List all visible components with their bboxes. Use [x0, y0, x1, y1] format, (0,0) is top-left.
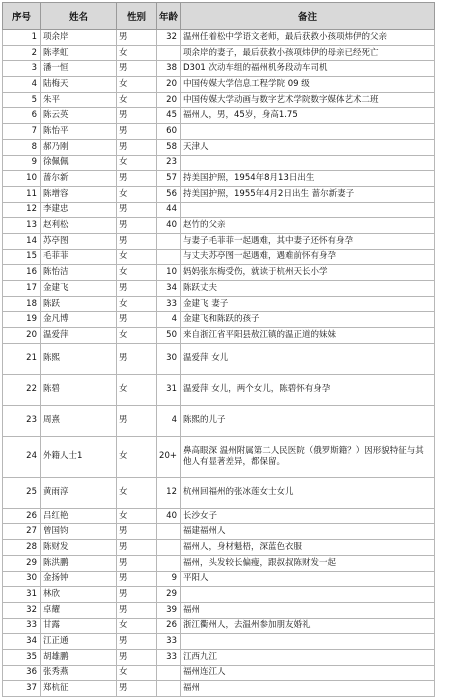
cell-name[interactable]: 黄雨淳 — [41, 477, 117, 508]
cell-index[interactable]: 27 — [3, 524, 41, 540]
cell-age[interactable] — [157, 665, 181, 681]
cell-note[interactable]: D301 次动车组的福州机务段动车司机 — [181, 61, 435, 77]
cell-age[interactable]: 40 — [157, 508, 181, 524]
cell-index[interactable]: 10 — [3, 171, 41, 187]
cell-name[interactable]: 陈怡洁 — [41, 265, 117, 281]
table-row — [3, 405, 435, 436]
cell-index[interactable]: 6 — [3, 108, 41, 124]
cell-gender[interactable]: 男 — [117, 524, 157, 540]
header-row — [3, 3, 435, 30]
cell-index[interactable]: 18 — [3, 296, 41, 312]
cell-note[interactable]: 福州 — [181, 602, 435, 618]
cell-name[interactable]: 陈怡平 — [41, 124, 117, 140]
cell-note[interactable]: 杭州回福州的张冰莲女士女儿 — [181, 477, 435, 508]
cell-note[interactable] — [181, 202, 435, 218]
table-row — [3, 681, 435, 697]
cell-age[interactable] — [157, 555, 181, 571]
header-name[interactable]: 姓名 — [41, 3, 117, 30]
cell-name[interactable]: 朱平 — [41, 92, 117, 108]
table-row — [3, 265, 435, 281]
cell-index[interactable]: 20 — [3, 328, 41, 344]
cell-age[interactable]: 31 — [157, 374, 181, 405]
cell-index[interactable]: 31 — [3, 587, 41, 603]
cell-age[interactable]: 39 — [157, 602, 181, 618]
cell-name[interactable]: 陈增容 — [41, 186, 117, 202]
table-row — [3, 77, 435, 93]
cell-gender[interactable]: 男 — [117, 30, 157, 46]
table-row — [3, 618, 435, 634]
table-row — [3, 602, 435, 618]
cell-age[interactable]: 40 — [157, 218, 181, 234]
cell-name[interactable]: 陈熙 — [41, 343, 117, 374]
cell-age[interactable]: 33 — [157, 649, 181, 665]
cell-note[interactable]: 温爱萍 女儿，两个女儿，陈碧怀有身孕 — [181, 374, 435, 405]
cell-name[interactable]: 温爱萍 — [41, 328, 117, 344]
cell-index[interactable]: 28 — [3, 540, 41, 556]
cell-age[interactable]: 12 — [157, 477, 181, 508]
cell-note[interactable]: 妈妈张东梅受伤，就读于杭州天长小学 — [181, 265, 435, 281]
cell-index[interactable]: 26 — [3, 508, 41, 524]
cell-gender[interactable]: 男 — [117, 61, 157, 77]
cell-age[interactable] — [157, 540, 181, 556]
cell-gender[interactable]: 男 — [117, 218, 157, 234]
table-row — [3, 374, 435, 405]
cell-note[interactable]: 温州任着松中学语文老师，最后获救小孩项炜伊的父亲 — [181, 30, 435, 46]
cell-index[interactable]: 33 — [3, 618, 41, 634]
cell-age[interactable] — [157, 233, 181, 249]
cell-note[interactable]: 福州 — [181, 681, 435, 697]
table-row — [3, 343, 435, 374]
cell-name[interactable]: 赵利松 — [41, 218, 117, 234]
cell-gender[interactable]: 男 — [117, 108, 157, 124]
cell-age[interactable]: 45 — [157, 108, 181, 124]
cell-gender[interactable]: 女 — [117, 155, 157, 171]
table-row — [3, 540, 435, 556]
cell-note[interactable]: 福州，头发较长偏瘦，跟叔叔陈财发一起 — [181, 555, 435, 571]
table-row — [3, 296, 435, 312]
table-body — [3, 30, 435, 697]
cell-index[interactable]: 25 — [3, 477, 41, 508]
table-row — [3, 328, 435, 344]
cell-age[interactable] — [157, 524, 181, 540]
cell-note[interactable]: 陈熙的儿子 — [181, 405, 435, 436]
cell-name[interactable]: 甘露 — [41, 618, 117, 634]
cell-name[interactable]: 金扬钟 — [41, 571, 117, 587]
cell-note[interactable] — [181, 124, 435, 140]
table-row — [3, 571, 435, 587]
table-row — [3, 139, 435, 155]
cell-index[interactable]: 3 — [3, 61, 41, 77]
cell-index[interactable]: 36 — [3, 665, 41, 681]
cell-note[interactable]: 福建福州人 — [181, 524, 435, 540]
cell-name[interactable]: 吕红艳 — [41, 508, 117, 524]
cell-index[interactable]: 19 — [3, 312, 41, 328]
cell-name[interactable]: 张秀燕 — [41, 665, 117, 681]
cell-name[interactable]: 陈孝虹 — [41, 45, 117, 61]
cell-gender[interactable]: 男 — [117, 405, 157, 436]
cell-gender[interactable]: 男 — [117, 634, 157, 650]
cell-index[interactable]: 5 — [3, 92, 41, 108]
cell-note[interactable]: 天津人 — [181, 139, 435, 155]
table-row — [3, 477, 435, 508]
cell-index[interactable]: 2 — [3, 45, 41, 61]
cell-index[interactable]: 7 — [3, 124, 41, 140]
cell-note[interactable]: 浙江衢州人，去温州参加朋友婚礼 — [181, 618, 435, 634]
cell-index[interactable]: 35 — [3, 649, 41, 665]
cell-note[interactable]: 福州人，身材魁梧，深蓝色衣服 — [181, 540, 435, 556]
cell-index[interactable]: 37 — [3, 681, 41, 697]
cell-name[interactable]: 陆梅天 — [41, 77, 117, 93]
cell-name[interactable]: 李建忠 — [41, 202, 117, 218]
cell-name[interactable]: 曾国钧 — [41, 524, 117, 540]
table-row — [3, 524, 435, 540]
cell-gender[interactable]: 男 — [117, 139, 157, 155]
cell-note[interactable]: 陈跃丈夫 — [181, 281, 435, 297]
cell-index[interactable]: 11 — [3, 186, 41, 202]
cell-age[interactable]: 4 — [157, 312, 181, 328]
cell-index[interactable]: 4 — [3, 77, 41, 93]
table-row — [3, 218, 435, 234]
cell-age[interactable]: 58 — [157, 139, 181, 155]
cell-note[interactable]: 福州连江人 — [181, 665, 435, 681]
cell-age[interactable]: 38 — [157, 61, 181, 77]
table-row — [3, 587, 435, 603]
cell-note[interactable]: 金建飞和陈跃的孩子 — [181, 312, 435, 328]
cell-gender[interactable]: 男 — [117, 312, 157, 328]
table-row — [3, 186, 435, 202]
cell-index[interactable]: 21 — [3, 343, 41, 374]
table-row — [3, 508, 435, 524]
cell-age[interactable] — [157, 45, 181, 61]
cell-gender[interactable]: 男 — [117, 202, 157, 218]
cell-age[interactable]: 57 — [157, 171, 181, 187]
cell-gender[interactable]: 女 — [117, 92, 157, 108]
cell-note[interactable]: 与丈夫苏亭图一起遇难，遇难前怀有身孕 — [181, 249, 435, 265]
cell-note[interactable]: 持美国护照，1954年8月13日出生 — [181, 171, 435, 187]
cell-age[interactable] — [157, 249, 181, 265]
cell-age[interactable]: 23 — [157, 155, 181, 171]
cell-note[interactable]: 金建飞 妻子 — [181, 296, 435, 312]
cell-name[interactable]: 卓耀 — [41, 602, 117, 618]
cell-index[interactable]: 22 — [3, 374, 41, 405]
cell-gender[interactable]: 男 — [117, 233, 157, 249]
cell-gender[interactable]: 女 — [117, 618, 157, 634]
cell-index[interactable]: 12 — [3, 202, 41, 218]
cell-age[interactable]: 56 — [157, 186, 181, 202]
cell-gender[interactable]: 女 — [117, 186, 157, 202]
cell-gender[interactable]: 男 — [117, 571, 157, 587]
cell-index[interactable]: 17 — [3, 281, 41, 297]
cell-gender[interactable]: 女 — [117, 508, 157, 524]
cell-age[interactable]: 30 — [157, 343, 181, 374]
cell-age[interactable]: 44 — [157, 202, 181, 218]
cell-gender[interactable]: 女 — [117, 45, 157, 61]
cell-age[interactable]: 20+ — [157, 436, 181, 477]
header-note[interactable]: 备注 — [181, 3, 435, 30]
cell-note[interactable]: 平阳人 — [181, 571, 435, 587]
cell-gender[interactable]: 男 — [117, 681, 157, 697]
cell-name[interactable]: 苏亭图 — [41, 233, 117, 249]
cell-name[interactable]: 陈洪鹏 — [41, 555, 117, 571]
cell-gender[interactable]: 男 — [117, 124, 157, 140]
cell-note[interactable]: 赵竹的父亲 — [181, 218, 435, 234]
cell-age[interactable]: 50 — [157, 328, 181, 344]
cell-age[interactable]: 60 — [157, 124, 181, 140]
cell-index[interactable]: 14 — [3, 233, 41, 249]
cell-note[interactable]: 江西九江 — [181, 649, 435, 665]
table-row — [3, 312, 435, 328]
cell-gender[interactable]: 女 — [117, 77, 157, 93]
cell-index[interactable]: 34 — [3, 634, 41, 650]
cell-note[interactable]: 福州人，男，45岁，身高1.75 — [181, 108, 435, 124]
cell-name[interactable]: 外籍人士1 — [41, 436, 117, 477]
cell-age[interactable]: 32 — [157, 30, 181, 46]
table-row — [3, 555, 435, 571]
cell-name[interactable]: 郑杭征 — [41, 681, 117, 697]
cell-name[interactable]: 金建飞 — [41, 281, 117, 297]
cell-age[interactable]: 33 — [157, 296, 181, 312]
cell-index[interactable]: 16 — [3, 265, 41, 281]
cell-age[interactable]: 33 — [157, 634, 181, 650]
cell-name[interactable]: 陈云英 — [41, 108, 117, 124]
table-row — [3, 233, 435, 249]
header-gender[interactable]: 性别 — [117, 3, 157, 30]
cell-name[interactable]: 金凡博 — [41, 312, 117, 328]
cell-name[interactable]: 陈跃 — [41, 296, 117, 312]
cell-gender[interactable]: 男 — [117, 343, 157, 374]
cell-index[interactable]: 32 — [3, 602, 41, 618]
cell-note[interactable] — [181, 587, 435, 603]
cell-note[interactable]: 与妻子毛菲菲一起遇难，其中妻子还怀有身孕 — [181, 233, 435, 249]
cell-note[interactable]: 项余岸的妻子，最后获救小孩项炜伊的母亲已经死亡 — [181, 45, 435, 61]
table-row — [3, 171, 435, 187]
table-row — [3, 155, 435, 171]
cell-name[interactable]: 潘一恒 — [41, 61, 117, 77]
cell-note[interactable] — [181, 155, 435, 171]
cell-gender[interactable]: 女 — [117, 374, 157, 405]
cell-index[interactable]: 30 — [3, 571, 41, 587]
table-row — [3, 634, 435, 650]
cell-name[interactable]: 陈碧 — [41, 374, 117, 405]
cell-index[interactable]: 1 — [3, 30, 41, 46]
cell-age[interactable]: 10 — [157, 265, 181, 281]
table-row — [3, 30, 435, 46]
table-row — [3, 124, 435, 140]
table-row — [3, 281, 435, 297]
cell-gender[interactable]: 男 — [117, 602, 157, 618]
cell-index[interactable]: 29 — [3, 555, 41, 571]
cell-note[interactable]: 中国传媒大学信息工程学院 09 级 — [181, 77, 435, 93]
cell-gender[interactable]: 女 — [117, 249, 157, 265]
cell-index[interactable]: 24 — [3, 436, 41, 477]
cell-gender[interactable]: 男 — [117, 540, 157, 556]
table-row — [3, 202, 435, 218]
cell-age[interactable]: 4 — [157, 405, 181, 436]
cell-note[interactable] — [181, 634, 435, 650]
cell-gender[interactable]: 女 — [117, 436, 157, 477]
cell-gender[interactable]: 男 — [117, 281, 157, 297]
cell-gender[interactable]: 女 — [117, 265, 157, 281]
cell-name[interactable]: 徐佩佩 — [41, 155, 117, 171]
table-row — [3, 665, 435, 681]
cell-name[interactable]: 江正通 — [41, 634, 117, 650]
cell-name[interactable]: 蔷尔新 — [41, 171, 117, 187]
cell-name[interactable]: 胡雄鹏 — [41, 649, 117, 665]
cell-note[interactable]: 来自浙江省平阳县敖江镇的温正道的妹妹 — [181, 328, 435, 344]
table-row — [3, 45, 435, 61]
cell-index[interactable]: 23 — [3, 405, 41, 436]
table-row — [3, 436, 435, 477]
cell-note[interactable]: 长沙女子 — [181, 508, 435, 524]
cell-index[interactable]: 15 — [3, 249, 41, 265]
cell-name[interactable]: 项余岸 — [41, 30, 117, 46]
cell-note[interactable]: 持美国护照，1955年4月2日出生 蔷尔新妻子 — [181, 186, 435, 202]
cell-note[interactable]: 温爱萍 女儿 — [181, 343, 435, 374]
cell-index[interactable]: 8 — [3, 139, 41, 155]
cell-age[interactable]: 20 — [157, 77, 181, 93]
cell-gender[interactable]: 女 — [117, 296, 157, 312]
cell-age[interactable]: 29 — [157, 587, 181, 603]
victim-table — [2, 2, 435, 697]
cell-name[interactable]: 郝乃刚 — [41, 139, 117, 155]
cell-name[interactable]: 周熹 — [41, 405, 117, 436]
header-age[interactable]: 年龄 — [157, 3, 181, 30]
cell-index[interactable]: 13 — [3, 218, 41, 234]
cell-note[interactable]: 中国传媒大学动画与数字艺术学院数字媒体艺术二班 — [181, 92, 435, 108]
cell-name[interactable]: 陈财发 — [41, 540, 117, 556]
cell-gender[interactable]: 男 — [117, 649, 157, 665]
cell-gender[interactable]: 男 — [117, 587, 157, 603]
cell-index[interactable]: 9 — [3, 155, 41, 171]
cell-gender[interactable]: 女 — [117, 477, 157, 508]
table-row — [3, 108, 435, 124]
cell-name[interactable]: 毛菲菲 — [41, 249, 117, 265]
table-row — [3, 61, 435, 77]
table-row — [3, 92, 435, 108]
cell-age[interactable]: 34 — [157, 281, 181, 297]
cell-age[interactable]: 9 — [157, 571, 181, 587]
cell-age[interactable]: 20 — [157, 92, 181, 108]
cell-gender[interactable]: 男 — [117, 555, 157, 571]
header-idx[interactable]: 序号 — [3, 3, 41, 30]
cell-name[interactable]: 林欣 — [41, 587, 117, 603]
cell-gender[interactable]: 女 — [117, 665, 157, 681]
cell-age[interactable] — [157, 681, 181, 697]
table-row — [3, 249, 435, 265]
cell-note[interactable]: 鼻高眼深 温州附属第二人民医院（俄罗斯籍？）因形貌特征与其他人有显著差异，都保留。 — [181, 436, 435, 477]
cell-age[interactable]: 26 — [157, 618, 181, 634]
cell-gender[interactable]: 男 — [117, 171, 157, 187]
cell-gender[interactable]: 女 — [117, 328, 157, 344]
